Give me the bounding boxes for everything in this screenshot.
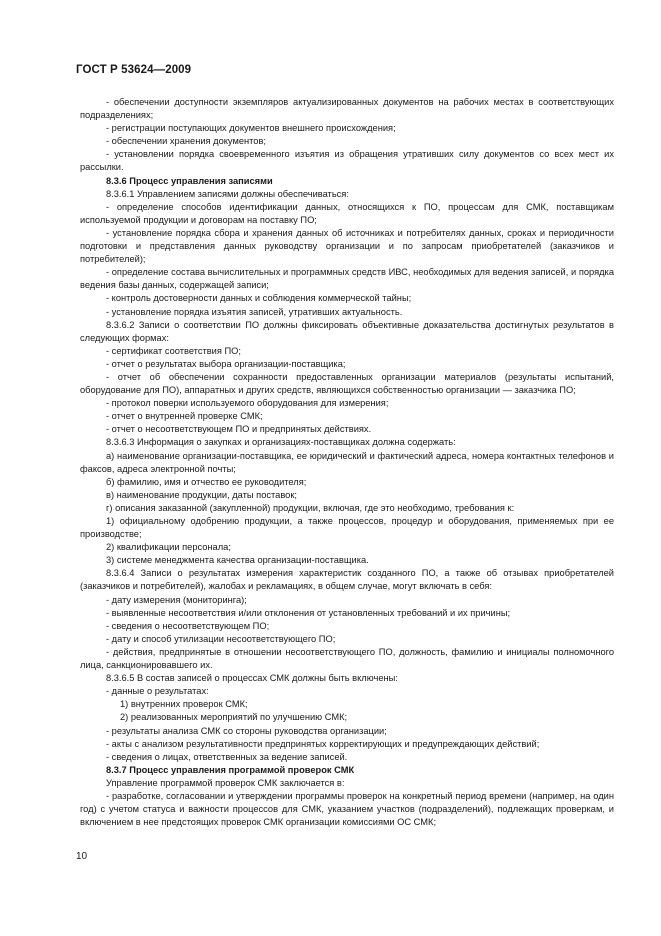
paragraph: - разработке, согласовании и утверждении программы проверок на конкретный период времени (например, на один год) с учетом статуса и важности процессов для СМК, указанием участков (подразделений), подлежащих проверкам, и включением в нее предстоящих проверок СМК организации комиссиями ОС СМК; bbox=[80, 790, 614, 828]
paragraph: - обеспечении хранения документов; bbox=[106, 136, 266, 147]
paragraph: 8.3.6.1 Управлением записями должны обеспечиваться: bbox=[106, 188, 349, 199]
paragraph: - установление порядка изъятия записей, утративших актуальность. bbox=[106, 306, 403, 317]
paragraph: 1) официальному одобрению продукции, а также процессов, процедур и оборудования, применяемых при ее производстве; bbox=[80, 516, 614, 540]
paragraph: б) фамилию, имя и отчество ее руководителя; bbox=[106, 476, 307, 487]
paragraph: - дату измерения (мониторинга); bbox=[106, 594, 247, 605]
document-body bbox=[80, 96, 614, 829]
paragraph: - отчет о внутренней проверке СМК; bbox=[106, 411, 263, 422]
section-heading: 8.3.6 Процесс управления записями bbox=[106, 175, 273, 186]
paragraph: - установление порядка сбора и хранения данных об источниках и потребителях данных, сроках и периодичности подготовки и представления данных руководству организации и по запросам приобретателей (заказчиков и потребителей); bbox=[80, 227, 614, 265]
paragraph: - отчет о результатах выбора организации-поставщика; bbox=[106, 358, 346, 369]
paragraph: а) наименование организации-поставщика, ее юридический и фактический адреса, номера контактных телефонов и факсов, адреса электронной почты; bbox=[80, 450, 614, 474]
paragraph: - результаты анализа СМК со стороны руководства организации; bbox=[106, 725, 387, 736]
paragraph: - регистрации поступающих документов внешнего происхождения; bbox=[106, 123, 396, 134]
paragraph: - дату и способ утилизации несоответствующего ПО; bbox=[106, 633, 336, 644]
paragraph: - обеспечении доступности экземпляров актуализированных документов на рабочих местах в соответствующих подразделениях; bbox=[80, 97, 614, 121]
document-header: ГОСТ Р 53624—2009 bbox=[76, 64, 192, 76]
paragraph: 8.3.6.3 Информация о закупках и организациях-поставщиках должна содержать: bbox=[106, 437, 456, 448]
paragraph: - отчет о несоответствующем ПО и предпринятых действиях. bbox=[106, 424, 372, 435]
paragraph: - определение состава вычислительных и программных средств ИВС, необходимых для ведения записей, и порядка ведения базы данных, содержащей записи; bbox=[80, 267, 614, 291]
paragraph: - установлении порядка своевременного изъятия из обращения утративших силу документов со всех мест их рассылки. bbox=[80, 149, 614, 173]
paragraph: - выявленные несоответствия и/или отклонения от установленных требований и их причины; bbox=[106, 607, 511, 618]
paragraph: Управление программой проверок СМК заключается в: bbox=[106, 777, 345, 788]
paragraph: - отчет об обеспечении сохранности предоставленных организации материалов (результаты испытаний, оборудование для ПО), аппаратных и других средств, являющихся собственностью организации — заказчика ПО; bbox=[80, 371, 614, 396]
paragraph: - протокол поверки используемого оборудования для измерения; bbox=[106, 398, 389, 409]
paragraph: - акты с анализом результативности предпринятых корректирующих и предупреждающих действий; bbox=[106, 738, 540, 749]
paragraph: 3) системе менеджмента качества организации-поставщика. bbox=[106, 555, 369, 566]
paragraph: 2) квалификации персонала; bbox=[106, 542, 231, 553]
paragraph: 8.3.6.2 Записи о соответствии ПО должны фиксировать объективные доказательства достигнутых результатов в следующих формах: bbox=[80, 319, 614, 343]
section-heading: 8.3.7 Процесс управления программой проверок СМК bbox=[106, 764, 355, 775]
page-number: 10 bbox=[76, 851, 88, 862]
paragraph: г) описания заказанной (закупленной) продукции, включая, где это необходимо, требования к: bbox=[106, 502, 515, 513]
paragraph: 8.3.6.4 Записи о результатах измерения характеристик созданного ПО, а также об отзывах приобретателей (заказчиков и потребителей), жалобах и рекламациях, в общем случае, могут включать в себя: bbox=[80, 568, 614, 592]
paragraph: - действия, предпринятые в отношении несоответствующего ПО, должность, фамилию и инициалы полномочного лица, санкционировавшего их. bbox=[80, 646, 614, 671]
paragraph: - сведения о несоответствующем ПО; bbox=[106, 620, 270, 631]
paragraph: 8.3.6.5 В состав записей о процессах СМК должны быть включены: bbox=[106, 673, 398, 684]
paragraph: 2) реализованных мероприятий по улучшению СМК; bbox=[120, 712, 348, 723]
paragraph: - сертификат соответствия ПО; bbox=[106, 345, 241, 356]
paragraph: - определение способов идентификации данных, относящихся к ПО, процессам для СМК, поставщикам используемой продукции и договорам на поставку ПО; bbox=[80, 201, 614, 225]
paragraph: - сведения о лицах, ответственных за ведение записей. bbox=[106, 751, 348, 762]
paragraph: в) наименование продукции, даты поставок; bbox=[106, 489, 298, 500]
paragraph: - данные о результатах: bbox=[106, 686, 209, 697]
paragraph: - контроль достоверности данных и соблюдения коммерческой тайны; bbox=[106, 293, 412, 304]
paragraph: 1) внутренних проверок СМК; bbox=[120, 699, 248, 710]
